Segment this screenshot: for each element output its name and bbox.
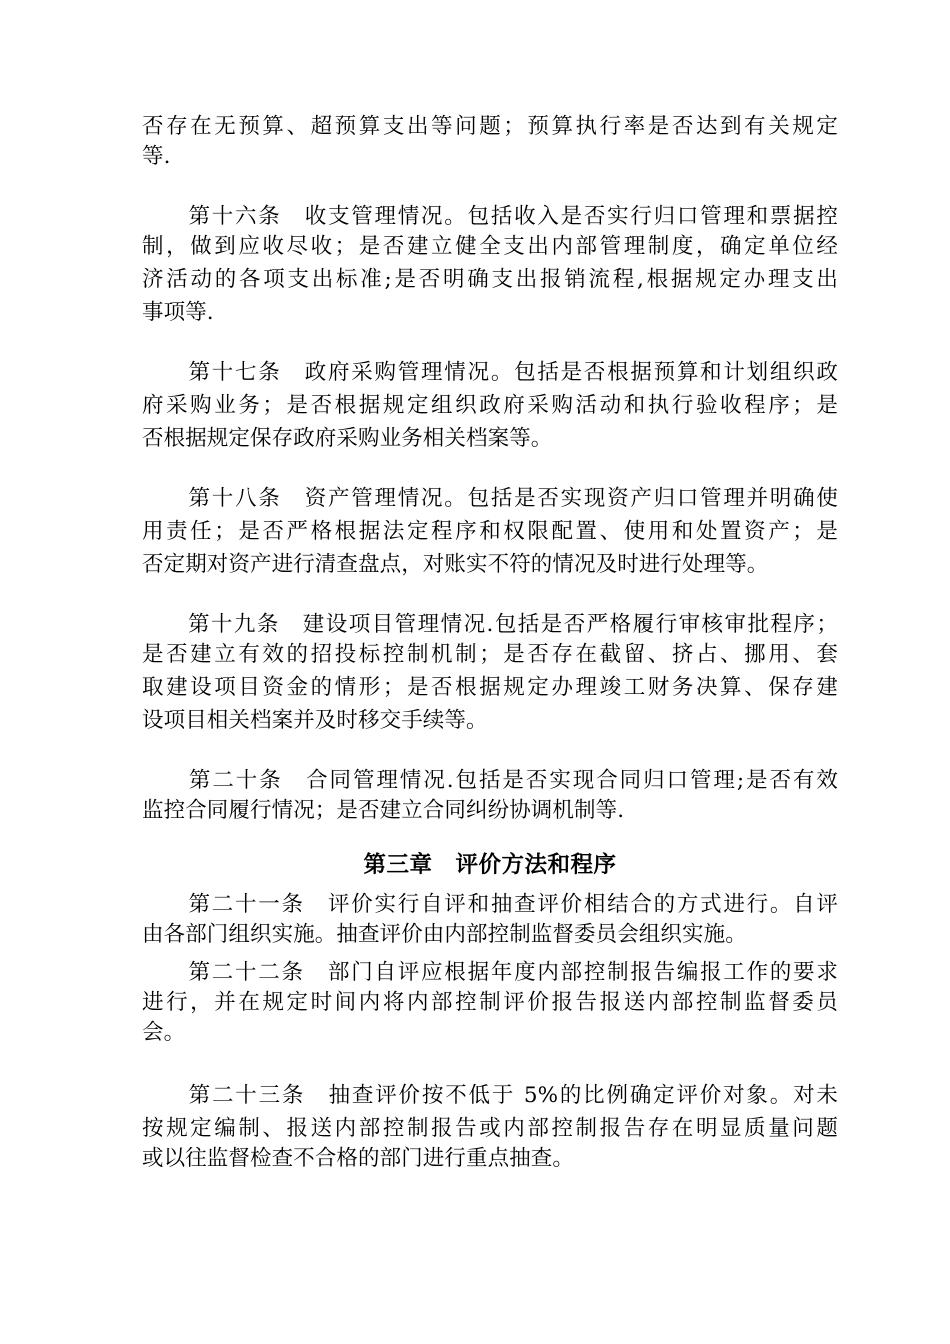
text-line: 第十六条 收支管理情况。包括收入是否实行归口管理和票据控 xyxy=(142,204,838,229)
paragraph-spacer xyxy=(142,172,838,202)
text-line: 监控合同履行情况；是否建立合同纠纷协调机制等. xyxy=(142,798,625,823)
text-line: 第二十一条 评价实行自评和抽查评价相结合的方式进行。自评 xyxy=(142,892,838,917)
text-line: 事项等. xyxy=(142,300,214,325)
text-line: 济活动的各项支出标准;是否明确支出报销流程,根据规定办理支出 xyxy=(142,267,838,292)
text-line: 由各部门组织实施。抽查评价由内部控制监督委员会组织实施。 xyxy=(142,922,747,947)
paragraph-spacer xyxy=(142,950,838,958)
text-line: 第十七条 政府采购管理情况。包括是否根据预算和计划组织政 xyxy=(142,360,838,385)
article-21 xyxy=(142,890,838,950)
text-line: 制，做到应收尽收；是否建立健全支出内部管理制度，确定单位经 xyxy=(142,234,838,259)
heading-spacer-bottom xyxy=(142,882,838,890)
text-line: 第二十条 合同管理情况.包括是否实现合同归口管理;是否有效 xyxy=(142,768,838,793)
paragraph-spacer xyxy=(142,454,838,484)
paragraph-budget-continuation xyxy=(142,112,838,172)
text-line: 第二十二条 部门自评应根据年度内部控制报告编报工作的要求 xyxy=(142,960,838,985)
text-line: 否定期对资产进行清查盘点，对账实不符的情况及时进行处理等。 xyxy=(142,552,769,577)
document-text-column xyxy=(142,112,838,1174)
text-line: 否根据规定保存政府采购业务相关档案等。 xyxy=(142,426,553,451)
paragraph-spacer xyxy=(142,328,838,358)
paragraph-spacer xyxy=(142,1048,838,1078)
chapter-3-heading xyxy=(142,848,838,882)
text-line: 第二十三条 抽查评价按不低于 5%的比例确定评价对象。对未 xyxy=(142,1083,838,1108)
text-line: 府采购业务；是否根据规定组织政府采购活动和执行验收程序；是 xyxy=(142,393,838,418)
text-line: 第十八条 资产管理情况。包括是否实现资产归口管理并明确使 xyxy=(142,486,838,511)
article-17 xyxy=(142,358,838,454)
text-line: 或以往监督检查不合格的部门进行重点抽查。 xyxy=(142,1146,575,1171)
text-line: 用责任；是否严格根据法定程序和权限配置、使用和处置资产；是 xyxy=(142,519,838,544)
chapter-heading-text: 第三章 评价方法和程序 xyxy=(363,852,617,878)
text-line: 设项目相关档案并及时移交手续等。 xyxy=(142,708,488,733)
article-23 xyxy=(142,1078,838,1174)
text-line: 进行，并在规定时间内将内部控制评价报告报送内部控制监督委员 xyxy=(142,990,838,1015)
article-19 xyxy=(142,610,838,736)
paragraph-spacer xyxy=(142,580,838,610)
article-18 xyxy=(142,484,838,580)
article-20 xyxy=(142,766,838,826)
text-line: 是否建立有效的招投标控制机制；是否存在截留、挤占、挪用、套 xyxy=(142,642,838,667)
text-line: 第十九条 建设项目管理情况.包括是否严格履行审核审批程序； xyxy=(142,612,838,637)
text-line: 否存在无预算、超预算支出等问题；预算执行率是否达到有关规定 xyxy=(142,114,838,139)
text-line: 会。 xyxy=(142,1020,186,1045)
text-line: 按规定编制、报送内部控制报告或内部控制报告存在明显质量问题 xyxy=(142,1116,838,1141)
article-22 xyxy=(142,958,838,1048)
paragraph-spacer xyxy=(142,736,838,766)
heading-spacer xyxy=(142,826,838,848)
text-line: 取建设项目资金的情形；是否根据规定办理竣工财务决算、保存建 xyxy=(142,675,838,700)
article-16 xyxy=(142,202,838,328)
text-line: 等. xyxy=(142,144,171,169)
